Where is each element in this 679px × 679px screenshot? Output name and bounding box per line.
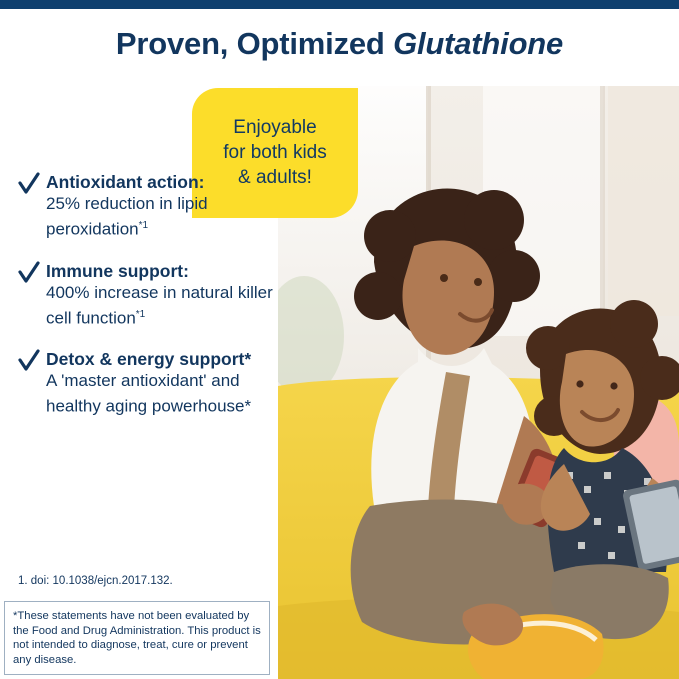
top-accent-bar <box>0 0 679 9</box>
benefit-title: Immune support: <box>46 260 189 281</box>
benefit-body <box>46 370 278 418</box>
benefit-body <box>46 282 278 330</box>
badge-line-1: Enjoyable <box>233 117 317 138</box>
benefit-body-text: 400% increase in natural killer cell function <box>46 282 273 328</box>
benefit-title: Detox & energy support* <box>46 349 252 370</box>
citation-footnote: 1. doi: 10.1038/ejcn.2017.132. <box>18 575 173 587</box>
badge-line-3: & adults! <box>238 167 312 188</box>
benefit-superscript: *1 <box>135 308 146 320</box>
benefit-item-detox <box>18 349 278 418</box>
checkmark-icon <box>18 349 40 375</box>
benefit-item-antioxidant <box>18 172 278 241</box>
benefit-superscript: *1 <box>138 220 149 231</box>
benefit-body-text: A 'master antioxidant' and healthy aging powerhouse* <box>46 371 252 416</box>
headline-emphasis: Glutathione <box>393 26 564 61</box>
page-title <box>0 26 679 62</box>
benefit-list <box>18 172 278 438</box>
benefit-item-immune <box>18 261 278 330</box>
checkmark-icon <box>18 261 40 287</box>
benefit-body <box>46 193 278 241</box>
badge-line-2: for both kids <box>223 142 327 163</box>
benefit-body-text: 25% reduction in lipid peroxidation <box>46 194 208 239</box>
benefit-title: Antioxidant action: <box>46 172 205 192</box>
fda-disclaimer: *These statements have not been evaluated by the Food and Drug Administration. This product is not intended to diagnose, treat, cure or prevent any disease. <box>4 601 270 675</box>
checkmark-icon <box>18 172 40 198</box>
headline-plain: Proven, Optimized <box>115 26 394 61</box>
